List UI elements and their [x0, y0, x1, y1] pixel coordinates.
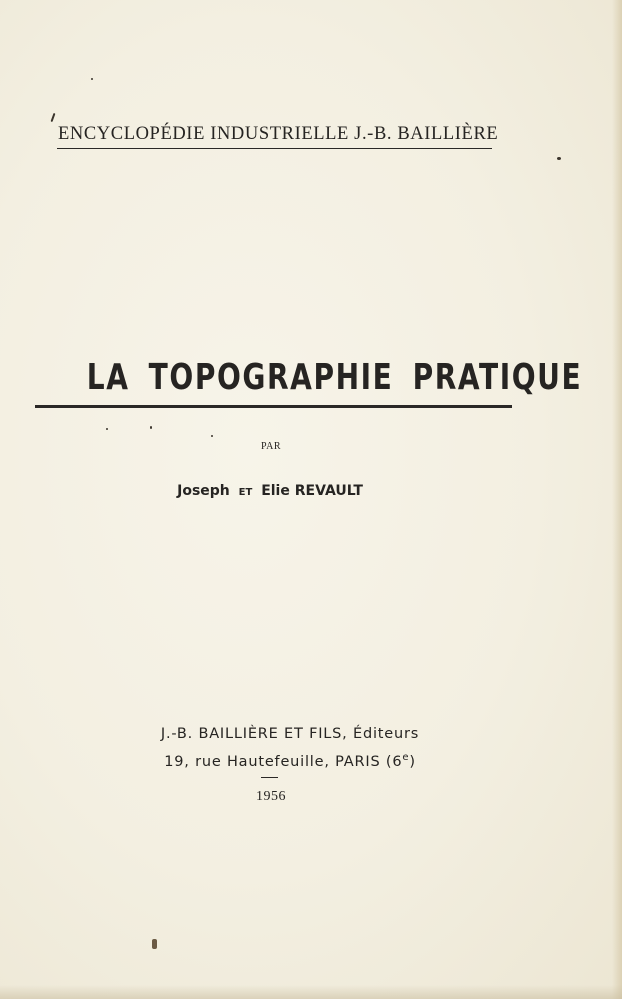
author-surname: REVAULT [294, 483, 363, 499]
ink-speck [211, 435, 213, 437]
by-label: PAR [260, 441, 282, 452]
author-first-name: Joseph [177, 483, 230, 499]
page-bottom-shadow [0, 985, 622, 999]
book-title: LA TOPOGRAPHIE PRATIQUE [86, 357, 583, 398]
ink-speck [91, 78, 93, 80]
ink-speck [106, 428, 108, 430]
publisher-name: J.-B. BAILLIÈRE ET FILS, Éditeurs [160, 726, 420, 742]
series-underline [57, 148, 492, 149]
publisher-block [80, 722, 500, 774]
year-separator [261, 777, 278, 778]
address-close: ) [409, 753, 416, 770]
address-superscript: e [402, 752, 410, 763]
author-conjunction: ET [238, 487, 253, 498]
publication-year: 1956 [256, 789, 286, 804]
title-underline [35, 405, 512, 408]
ink-speck [51, 113, 56, 122]
series-title: ENCYCLOPÉDIE INDUSTRIELLE J.-B. BAILLIÈRE [58, 124, 499, 144]
ink-speck [557, 157, 561, 160]
author-second-first-name: Elie [261, 483, 290, 499]
ink-speck [150, 426, 152, 429]
authors-line [100, 483, 440, 499]
address-text: 19, rue Hautefeuille, PARIS (6 [164, 753, 403, 770]
publisher-address [80, 746, 500, 774]
stain-mark [152, 939, 157, 949]
page-edge-shadow [612, 0, 622, 999]
